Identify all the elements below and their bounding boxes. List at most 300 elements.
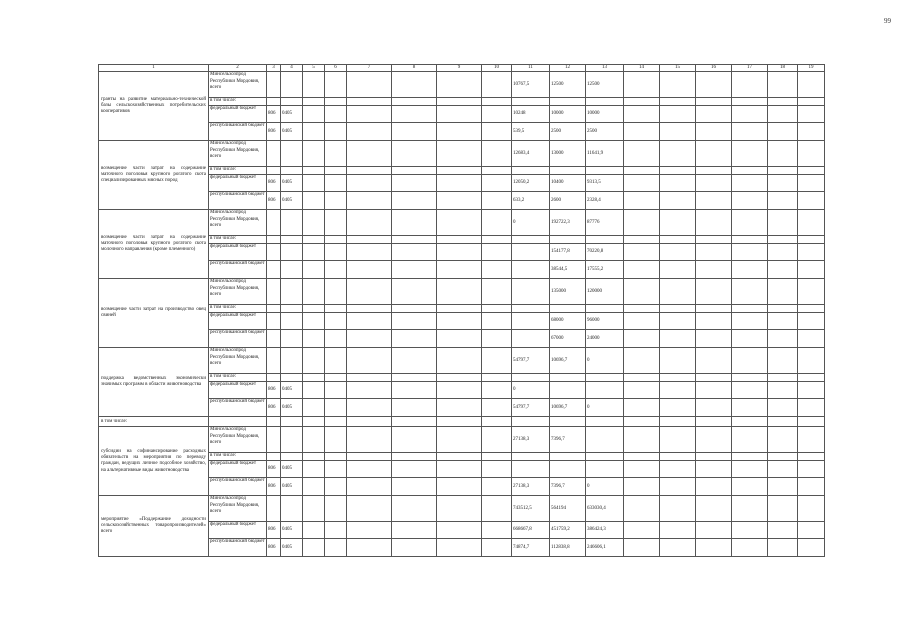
empty-cell bbox=[437, 522, 482, 539]
empty-cell bbox=[732, 330, 768, 348]
empty-cell bbox=[696, 210, 732, 236]
empty-cell bbox=[768, 453, 798, 461]
empty-cell bbox=[482, 167, 512, 175]
empty-cell bbox=[660, 305, 696, 313]
funding-source: Минсельхозпрод Республики Мордовия, всего bbox=[209, 496, 267, 522]
value-col-11: 12050,2 bbox=[512, 175, 550, 192]
group-name: субсидии на софинансирование расходных обязательств на мероприятия по переводу граждан, ведущих личное подсобное хозяйство, на альтернативные виды животноводства bbox=[99, 427, 209, 496]
table-row bbox=[99, 348, 825, 374]
empty-cell bbox=[303, 417, 325, 427]
value-col-11 bbox=[512, 453, 550, 461]
value-col-12: 135000 bbox=[550, 279, 586, 305]
empty-cell bbox=[392, 123, 437, 141]
funding-source: республиканский бюджет bbox=[209, 539, 267, 557]
value-col-11: 633,2 bbox=[512, 192, 550, 210]
empty-cell bbox=[325, 236, 347, 244]
column-number-18: 18 bbox=[768, 65, 798, 72]
empty-cell bbox=[347, 399, 392, 417]
empty-cell bbox=[696, 167, 732, 175]
empty-cell bbox=[624, 210, 660, 236]
section-code bbox=[281, 496, 303, 522]
empty-cell bbox=[325, 453, 347, 461]
empty-cell bbox=[482, 279, 512, 305]
grbs-code bbox=[267, 167, 281, 175]
value-col-11 bbox=[512, 279, 550, 305]
value-col-13: 17555,2 bbox=[586, 261, 624, 279]
empty-cell bbox=[347, 98, 392, 106]
funding-source: республиканский бюджет bbox=[209, 261, 267, 279]
value-col-11 bbox=[512, 313, 550, 330]
empty-cell bbox=[437, 261, 482, 279]
empty-cell bbox=[303, 123, 325, 141]
value-col-13: 633030,4 bbox=[586, 496, 624, 522]
value-col-13: 386424,3 bbox=[586, 522, 624, 539]
empty-cell bbox=[768, 210, 798, 236]
empty-cell bbox=[732, 374, 768, 382]
empty-cell bbox=[392, 478, 437, 496]
empty-cell bbox=[660, 123, 696, 141]
empty-cell bbox=[732, 539, 768, 557]
empty-cell bbox=[696, 330, 732, 348]
value-col-12 bbox=[550, 461, 586, 478]
empty-cell bbox=[732, 427, 768, 453]
empty-cell bbox=[798, 98, 825, 106]
empty-cell bbox=[660, 210, 696, 236]
empty-cell bbox=[696, 417, 732, 427]
empty-cell bbox=[437, 382, 482, 399]
empty-cell bbox=[392, 539, 437, 557]
empty-cell bbox=[482, 305, 512, 313]
empty-cell bbox=[660, 382, 696, 399]
empty-cell bbox=[660, 72, 696, 98]
empty-cell bbox=[660, 427, 696, 453]
empty-cell bbox=[624, 374, 660, 382]
empty-cell bbox=[732, 382, 768, 399]
empty-cell bbox=[768, 348, 798, 374]
empty-cell bbox=[768, 141, 798, 167]
section-code: 0405 bbox=[281, 106, 303, 123]
empty-cell bbox=[325, 106, 347, 123]
empty-cell bbox=[392, 417, 437, 427]
empty-cell bbox=[660, 399, 696, 417]
group-name: мероприятие «Поддержание доходности сельскохозяйственных товаропроизводителей» всего bbox=[99, 496, 209, 557]
column-number-17: 17 bbox=[732, 65, 768, 72]
empty-cell bbox=[347, 427, 392, 453]
empty-cell bbox=[437, 175, 482, 192]
empty-cell bbox=[303, 348, 325, 374]
empty-cell bbox=[325, 461, 347, 478]
empty-cell bbox=[437, 123, 482, 141]
funding-source: в том числе: bbox=[209, 236, 267, 244]
empty-cell bbox=[482, 539, 512, 557]
value-col-13: 120000 bbox=[586, 279, 624, 305]
grbs-code bbox=[267, 279, 281, 305]
empty-cell bbox=[624, 236, 660, 244]
empty-cell bbox=[768, 496, 798, 522]
empty-cell bbox=[303, 374, 325, 382]
empty-cell bbox=[768, 167, 798, 175]
empty-cell bbox=[392, 167, 437, 175]
empty-cell bbox=[347, 175, 392, 192]
empty-cell bbox=[732, 478, 768, 496]
empty-cell bbox=[325, 98, 347, 106]
empty-cell bbox=[482, 399, 512, 417]
empty-cell bbox=[303, 453, 325, 461]
empty-cell bbox=[392, 461, 437, 478]
section-code bbox=[281, 313, 303, 330]
value-col-13: 70220,8 bbox=[586, 244, 624, 261]
empty-cell bbox=[325, 478, 347, 496]
empty-cell bbox=[325, 192, 347, 210]
value-col-13: 10000 bbox=[586, 106, 624, 123]
value-col-13 bbox=[586, 453, 624, 461]
value-col-11 bbox=[512, 98, 550, 106]
table-row bbox=[99, 427, 825, 453]
empty-cell bbox=[696, 261, 732, 279]
grbs-code bbox=[267, 72, 281, 98]
empty-cell bbox=[798, 279, 825, 305]
empty-cell bbox=[660, 330, 696, 348]
column-number-8: 8 bbox=[392, 65, 437, 72]
empty-cell bbox=[696, 175, 732, 192]
empty-cell bbox=[624, 279, 660, 305]
grbs-code bbox=[267, 244, 281, 261]
value-col-11 bbox=[512, 236, 550, 244]
empty-cell bbox=[482, 348, 512, 374]
value-col-11 bbox=[512, 330, 550, 348]
empty-cell bbox=[798, 417, 825, 427]
value-col-13 bbox=[586, 305, 624, 313]
empty-cell bbox=[437, 478, 482, 496]
column-number-10: 10 bbox=[482, 65, 512, 72]
value-col-11 bbox=[512, 244, 550, 261]
empty-cell bbox=[392, 98, 437, 106]
empty-cell bbox=[798, 106, 825, 123]
empty-cell bbox=[392, 192, 437, 210]
column-number-12: 12 bbox=[550, 65, 586, 72]
section-code bbox=[281, 210, 303, 236]
empty-cell bbox=[482, 522, 512, 539]
empty-cell bbox=[696, 123, 732, 141]
empty-cell bbox=[325, 261, 347, 279]
empty-cell bbox=[281, 417, 303, 427]
empty-cell bbox=[732, 417, 768, 427]
empty-cell bbox=[696, 141, 732, 167]
value-col-13: 2328,4 bbox=[586, 192, 624, 210]
empty-cell bbox=[209, 417, 267, 427]
empty-cell bbox=[798, 478, 825, 496]
value-col-13 bbox=[586, 374, 624, 382]
empty-cell bbox=[624, 192, 660, 210]
funding-source: в том числе: bbox=[209, 98, 267, 106]
empty-cell bbox=[798, 522, 825, 539]
empty-cell bbox=[660, 106, 696, 123]
empty-cell bbox=[660, 141, 696, 167]
empty-cell bbox=[482, 210, 512, 236]
empty-cell bbox=[768, 72, 798, 98]
funding-source: в том числе: bbox=[209, 167, 267, 175]
empty-cell bbox=[392, 72, 437, 98]
empty-cell bbox=[392, 374, 437, 382]
empty-cell bbox=[798, 210, 825, 236]
grbs-code bbox=[267, 453, 281, 461]
empty-cell bbox=[437, 496, 482, 522]
value-col-13: 11641,9 bbox=[586, 141, 624, 167]
empty-cell bbox=[732, 313, 768, 330]
section-code bbox=[281, 261, 303, 279]
empty-cell bbox=[768, 175, 798, 192]
empty-cell bbox=[347, 279, 392, 305]
empty-cell bbox=[392, 330, 437, 348]
column-number-7: 7 bbox=[347, 65, 392, 72]
column-number-15: 15 bbox=[660, 65, 696, 72]
value-col-12: 10696,7 bbox=[550, 399, 586, 417]
value-col-13: 0 bbox=[586, 348, 624, 374]
empty-cell bbox=[732, 453, 768, 461]
funding-source: федеральный бюджет bbox=[209, 244, 267, 261]
value-col-12: 7396,7 bbox=[550, 478, 586, 496]
empty-cell bbox=[624, 244, 660, 261]
funding-source: республиканский бюджет bbox=[209, 192, 267, 210]
empty-cell bbox=[347, 236, 392, 244]
empty-cell bbox=[325, 539, 347, 557]
empty-cell bbox=[482, 244, 512, 261]
empty-cell bbox=[732, 261, 768, 279]
value-col-13 bbox=[586, 167, 624, 175]
empty-cell bbox=[586, 417, 624, 427]
column-number-11: 11 bbox=[512, 65, 550, 72]
value-col-13: 96000 bbox=[586, 313, 624, 330]
empty-cell bbox=[482, 123, 512, 141]
value-col-11: 74874,7 bbox=[512, 539, 550, 557]
section-code: 0405 bbox=[281, 175, 303, 192]
empty-cell bbox=[347, 496, 392, 522]
empty-cell bbox=[798, 496, 825, 522]
empty-cell bbox=[437, 106, 482, 123]
empty-cell bbox=[660, 175, 696, 192]
value-col-12 bbox=[550, 167, 586, 175]
empty-cell bbox=[768, 478, 798, 496]
value-col-12: 154177,8 bbox=[550, 244, 586, 261]
empty-cell bbox=[732, 399, 768, 417]
empty-cell bbox=[347, 210, 392, 236]
empty-cell bbox=[660, 453, 696, 461]
empty-cell bbox=[347, 478, 392, 496]
value-col-12: 451759,2 bbox=[550, 522, 586, 539]
funding-source: Минсельхозпрод Республики Мордовия, всего bbox=[209, 210, 267, 236]
empty-cell bbox=[303, 141, 325, 167]
empty-cell bbox=[392, 305, 437, 313]
group-name: возмещение части затрат на производство овец свиней bbox=[99, 279, 209, 348]
funding-source: Минсельхозпрод Республики Мордовия, всего bbox=[209, 427, 267, 453]
funding-source: федеральный бюджет bbox=[209, 313, 267, 330]
funding-source: Минсельхозпрод Республики Мордовия, всего bbox=[209, 348, 267, 374]
section-code bbox=[281, 98, 303, 106]
column-number-2: 2 bbox=[209, 65, 267, 72]
empty-cell bbox=[624, 98, 660, 106]
empty-cell bbox=[392, 496, 437, 522]
empty-cell bbox=[437, 244, 482, 261]
empty-cell bbox=[437, 539, 482, 557]
empty-cell bbox=[392, 382, 437, 399]
value-col-12: 68000 bbox=[550, 313, 586, 330]
empty-cell bbox=[482, 106, 512, 123]
value-col-13 bbox=[586, 382, 624, 399]
empty-cell bbox=[768, 427, 798, 453]
section-code bbox=[281, 141, 303, 167]
grbs-code bbox=[267, 313, 281, 330]
empty-cell bbox=[768, 305, 798, 313]
empty-cell bbox=[624, 167, 660, 175]
value-col-11: 668667,8 bbox=[512, 522, 550, 539]
value-col-13 bbox=[586, 236, 624, 244]
empty-cell bbox=[437, 167, 482, 175]
empty-cell bbox=[732, 522, 768, 539]
grbs-code: 806 bbox=[267, 399, 281, 417]
empty-cell bbox=[303, 399, 325, 417]
value-col-11: 0 bbox=[512, 210, 550, 236]
empty-cell bbox=[696, 98, 732, 106]
empty-cell bbox=[437, 417, 482, 427]
value-col-12 bbox=[550, 236, 586, 244]
value-col-13: 9313,5 bbox=[586, 175, 624, 192]
empty-cell bbox=[325, 167, 347, 175]
empty-cell bbox=[732, 210, 768, 236]
empty-cell bbox=[624, 261, 660, 279]
empty-cell bbox=[303, 167, 325, 175]
empty-cell bbox=[303, 175, 325, 192]
value-col-11 bbox=[512, 261, 550, 279]
empty-cell bbox=[392, 175, 437, 192]
empty-cell bbox=[550, 417, 586, 427]
empty-cell bbox=[347, 348, 392, 374]
empty-cell bbox=[325, 427, 347, 453]
empty-cell bbox=[624, 453, 660, 461]
empty-cell bbox=[325, 175, 347, 192]
funding-source: республиканский бюджет bbox=[209, 399, 267, 417]
empty-cell bbox=[347, 244, 392, 261]
empty-cell bbox=[392, 244, 437, 261]
empty-cell bbox=[624, 106, 660, 123]
value-col-12: 12500 bbox=[550, 72, 586, 98]
funding-source: Минсельхозпрод Республики Мордовия, всего bbox=[209, 72, 267, 98]
section-code bbox=[281, 453, 303, 461]
empty-cell bbox=[768, 244, 798, 261]
empty-cell bbox=[768, 123, 798, 141]
empty-cell bbox=[696, 279, 732, 305]
funding-source: республиканский бюджет bbox=[209, 330, 267, 348]
page-number: 99 bbox=[884, 17, 891, 25]
funding-source: федеральный бюджет bbox=[209, 461, 267, 478]
value-col-13: 2500 bbox=[586, 123, 624, 141]
empty-cell bbox=[347, 167, 392, 175]
grbs-code bbox=[267, 374, 281, 382]
empty-cell bbox=[798, 427, 825, 453]
empty-cell bbox=[732, 192, 768, 210]
section-code: 0405 bbox=[281, 522, 303, 539]
empty-cell bbox=[798, 313, 825, 330]
value-col-11: 539,5 bbox=[512, 123, 550, 141]
empty-cell bbox=[482, 374, 512, 382]
empty-cell bbox=[798, 399, 825, 417]
funding-source: Минсельхозпрод Республики Мордовия, всего bbox=[209, 279, 267, 305]
empty-cell bbox=[732, 496, 768, 522]
column-number-19: 19 bbox=[798, 65, 825, 72]
empty-cell bbox=[624, 313, 660, 330]
empty-cell bbox=[437, 236, 482, 244]
empty-cell bbox=[696, 244, 732, 261]
empty-cell bbox=[347, 72, 392, 98]
empty-cell bbox=[768, 374, 798, 382]
value-col-13 bbox=[586, 461, 624, 478]
empty-cell bbox=[325, 313, 347, 330]
grbs-code: 806 bbox=[267, 106, 281, 123]
empty-cell bbox=[437, 330, 482, 348]
empty-cell bbox=[347, 261, 392, 279]
empty-cell bbox=[660, 192, 696, 210]
empty-cell bbox=[437, 192, 482, 210]
empty-cell bbox=[732, 106, 768, 123]
value-col-11: 12683,4 bbox=[512, 141, 550, 167]
empty-cell bbox=[303, 427, 325, 453]
value-col-11 bbox=[512, 305, 550, 313]
empty-cell bbox=[768, 539, 798, 557]
empty-cell bbox=[392, 261, 437, 279]
empty-cell bbox=[624, 305, 660, 313]
column-number-13: 13 bbox=[586, 65, 624, 72]
empty-cell bbox=[325, 496, 347, 522]
empty-cell bbox=[660, 244, 696, 261]
empty-cell bbox=[768, 98, 798, 106]
empty-cell bbox=[482, 98, 512, 106]
section-code bbox=[281, 72, 303, 98]
empty-cell bbox=[768, 399, 798, 417]
empty-cell bbox=[437, 427, 482, 453]
section-code bbox=[281, 374, 303, 382]
funding-source: федеральный бюджет bbox=[209, 106, 267, 123]
column-number-row bbox=[99, 65, 825, 72]
empty-cell bbox=[325, 330, 347, 348]
empty-cell bbox=[347, 313, 392, 330]
empty-cell bbox=[325, 417, 347, 427]
empty-cell bbox=[482, 141, 512, 167]
empty-cell bbox=[392, 313, 437, 330]
empty-cell bbox=[437, 399, 482, 417]
column-number-3: 3 bbox=[267, 65, 281, 72]
value-col-12: 2600 bbox=[550, 192, 586, 210]
empty-cell bbox=[624, 427, 660, 453]
empty-cell bbox=[347, 453, 392, 461]
grbs-code bbox=[267, 348, 281, 374]
empty-cell bbox=[512, 417, 550, 427]
empty-cell bbox=[732, 167, 768, 175]
empty-cell bbox=[392, 348, 437, 374]
funding-source: в том числе: bbox=[209, 374, 267, 382]
empty-cell bbox=[660, 522, 696, 539]
empty-cell bbox=[624, 382, 660, 399]
section-code bbox=[281, 236, 303, 244]
empty-cell bbox=[437, 305, 482, 313]
empty-cell bbox=[696, 453, 732, 461]
empty-cell bbox=[482, 330, 512, 348]
group-name: возмещение части затрат на содержание маточного поголовья крупного рогатого скота специализированных мясных пород bbox=[99, 141, 209, 210]
empty-cell bbox=[303, 478, 325, 496]
value-col-11: 54797,7 bbox=[512, 399, 550, 417]
value-col-13: 0 bbox=[586, 399, 624, 417]
budget-table bbox=[98, 64, 825, 557]
section-code bbox=[281, 348, 303, 374]
empty-cell bbox=[696, 522, 732, 539]
